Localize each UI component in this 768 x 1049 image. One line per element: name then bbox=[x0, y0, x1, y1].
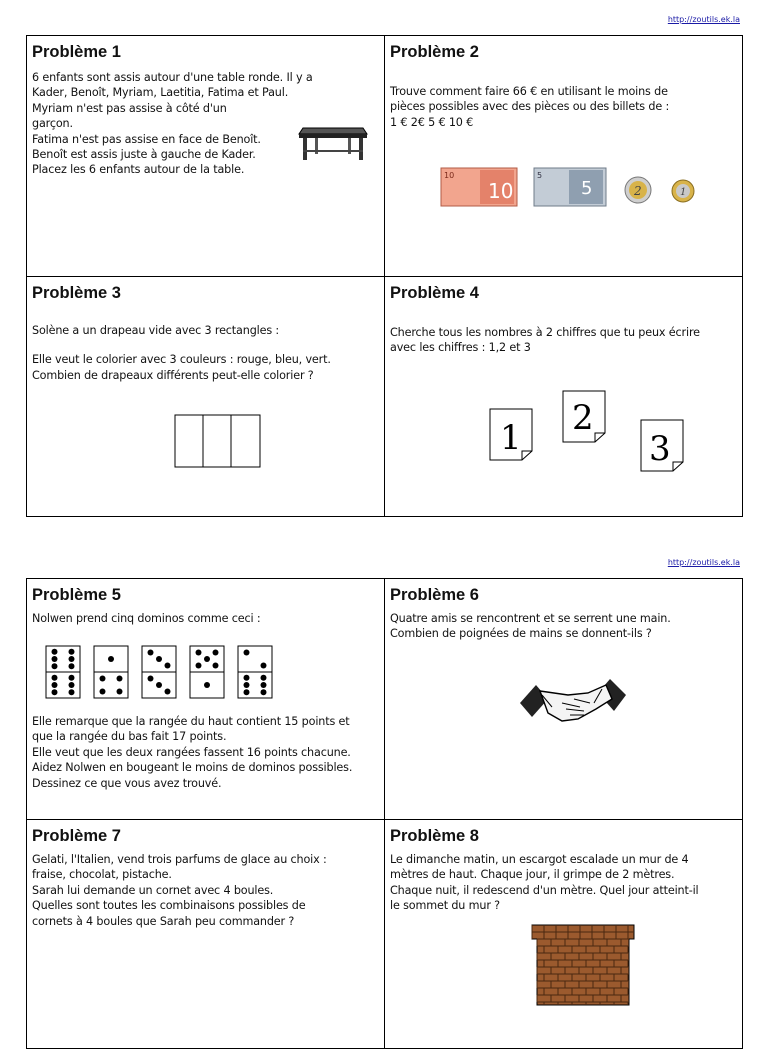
domino-pip bbox=[156, 656, 162, 662]
domino-pip bbox=[69, 663, 75, 669]
domino-1 bbox=[46, 646, 80, 698]
domino-1-top bbox=[46, 646, 80, 672]
problem-3-text-1: Solène a un drapeau vide avec 3 rectangles : bbox=[32, 324, 280, 337]
domino-pip bbox=[117, 689, 123, 695]
domino-pip bbox=[244, 689, 250, 695]
domino-pip bbox=[100, 676, 106, 682]
problem-8-card bbox=[384, 819, 743, 1049]
problem-2-title: Problème 2 bbox=[390, 43, 479, 61]
domino-pip bbox=[261, 682, 267, 688]
domino-pip bbox=[52, 656, 58, 662]
domino-2 bbox=[94, 646, 128, 698]
domino-pip bbox=[52, 682, 58, 688]
domino-pip bbox=[52, 675, 58, 681]
card-2-label: 2 bbox=[572, 398, 594, 438]
problem-6-title: Problème 6 bbox=[390, 586, 479, 604]
domino-row bbox=[45, 645, 295, 701]
card-2 bbox=[561, 389, 609, 445]
two-euro-coin-value: 2 bbox=[634, 184, 642, 198]
problem-5-text-2: Elle remarque que la rangée du haut contient 15 points et que la rangée du bas fait 17 points. Elle veut que les deux rangées fassent 16 points chacune. Aidez Nolwen en bougeant le moins de dominos possibles. Dessinez ce que vous avez trouvé. bbox=[32, 715, 353, 790]
source-link[interactable]: http://zoutils.ek.la bbox=[667, 15, 740, 24]
domino-5-top bbox=[238, 646, 272, 672]
domino-2-bottom bbox=[94, 672, 128, 698]
problem-4-card bbox=[384, 276, 743, 517]
card-3 bbox=[639, 418, 687, 474]
problem-7-card bbox=[26, 819, 385, 1049]
domino-pip bbox=[196, 663, 202, 669]
domino-5 bbox=[238, 646, 272, 698]
table-icon bbox=[297, 122, 369, 162]
domino-pip bbox=[108, 656, 114, 662]
domino-pip bbox=[261, 689, 267, 695]
problem-3-card bbox=[26, 276, 385, 517]
problem-6-card bbox=[384, 578, 743, 820]
problem-5-card bbox=[26, 578, 385, 820]
one-euro-coin-icon bbox=[670, 178, 696, 204]
problem-8-title: Problème 8 bbox=[390, 827, 479, 845]
problem-5-text-1: Nolwen prend cinq dominos comme ceci : bbox=[32, 612, 261, 625]
domino-pip bbox=[148, 650, 154, 656]
domino-pip bbox=[52, 663, 58, 669]
domino-pip bbox=[165, 663, 171, 669]
domino-pip bbox=[69, 682, 75, 688]
domino-pip bbox=[148, 676, 154, 682]
domino-pip bbox=[165, 689, 171, 695]
ten-euro-bill-icon bbox=[440, 164, 520, 210]
empty-flag-drawing bbox=[174, 414, 262, 469]
problem-3-title: Problème 3 bbox=[32, 284, 121, 302]
problem-1-card bbox=[26, 35, 385, 277]
problem-5-title: Problème 5 bbox=[32, 586, 121, 604]
domino-pip bbox=[196, 650, 202, 656]
five-euro-bill-big-value: 5 bbox=[581, 178, 593, 199]
domino-pip bbox=[244, 682, 250, 688]
ten-euro-bill-big-value: 10 bbox=[488, 179, 514, 203]
domino-pip bbox=[244, 675, 250, 681]
card-1-label: 1 bbox=[500, 418, 522, 458]
problem-sheet-1 bbox=[26, 35, 743, 517]
one-euro-coin-value: 1 bbox=[680, 187, 687, 198]
problem-7-title: Problème 7 bbox=[32, 827, 121, 845]
problem-1-title: Problème 1 bbox=[32, 43, 121, 61]
domino-pip bbox=[69, 649, 75, 655]
card-1 bbox=[488, 407, 536, 463]
two-euro-coin-icon bbox=[623, 175, 653, 205]
domino-1-bottom bbox=[46, 672, 80, 698]
five-euro-bill-value: 5 bbox=[537, 171, 543, 180]
problem-1-text: 6 enfants sont assis autour d'une table ronde. Il y a Kader, Benoît, Myriam, Laetitia, Fatima et Paul. Myriam n'est pas assise à côté d'un garçon. Fatima n'est pas assise en face de Benoît. Benoît est assis juste à gauche de Kader. Placez les 6 enfants autour de la table. bbox=[32, 71, 313, 177]
domino-pip bbox=[69, 675, 75, 681]
problem-4-text: Cherche tous les nombres à 2 chiffres que tu peux écrire avec les chiffres : 1,2 et 3 bbox=[390, 326, 700, 355]
domino-pip bbox=[156, 682, 162, 688]
problem-6-text: Quatre amis se rencontrent et se serrent une main. Combien de poignées de mains se donnent-ils ? bbox=[390, 612, 671, 641]
problem-2-text: Trouve comment faire 66 € en utilisant le moins de pièces possibles avec des pièces ou des billets de : 1 € 2€ 5 € 10 € bbox=[390, 85, 670, 129]
domino-5-bottom bbox=[238, 672, 272, 698]
handshake-icon bbox=[518, 673, 628, 733]
domino-pip bbox=[52, 689, 58, 695]
brick-wall-icon bbox=[531, 924, 635, 1006]
source-link-2[interactable]: http://zoutils.ek.la bbox=[667, 558, 740, 567]
problem-7-text: Gelati, l'Italien, vend trois parfums de glace au choix : fraise, chocolat, pistache. Sarah lui demande un cornet avec 4 boules. Quelles sont toutes les combinaisons possibles de cornets à 4 boules que Sarah peu commander ? bbox=[32, 853, 327, 928]
domino-pip bbox=[69, 656, 75, 662]
problem-2-card bbox=[384, 35, 743, 277]
domino-pip bbox=[244, 650, 250, 656]
problem-4-title: Problème 4 bbox=[390, 284, 479, 302]
domino-pip bbox=[213, 650, 219, 656]
domino-pip bbox=[204, 656, 210, 662]
domino-pip bbox=[261, 675, 267, 681]
domino-pip bbox=[69, 689, 75, 695]
domino-3 bbox=[142, 646, 176, 698]
card-3-label: 3 bbox=[649, 429, 671, 469]
domino-pip bbox=[204, 682, 210, 688]
domino-pip bbox=[52, 649, 58, 655]
problem-8-text: Le dimanche matin, un escargot escalade un mur de 4 mètres de haut. Chaque jour, il grimpe de 2 mètres. Chaque nuit, il redescend d'un mètre. Quel jour atteint-il le sommet du mur ? bbox=[390, 853, 699, 913]
domino-4 bbox=[190, 646, 224, 698]
ten-euro-bill-value: 10 bbox=[444, 171, 455, 180]
domino-pip bbox=[213, 663, 219, 669]
five-euro-bill-icon bbox=[533, 164, 609, 210]
problem-sheet-2 bbox=[26, 578, 743, 1038]
domino-pip bbox=[261, 663, 267, 669]
domino-pip bbox=[100, 689, 106, 695]
problem-3-text-2: Elle veut le colorier avec 3 couleurs : rouge, bleu, vert. Combien de drapeaux différents peut-elle colorier ? bbox=[32, 353, 331, 382]
domino-pip bbox=[117, 676, 123, 682]
